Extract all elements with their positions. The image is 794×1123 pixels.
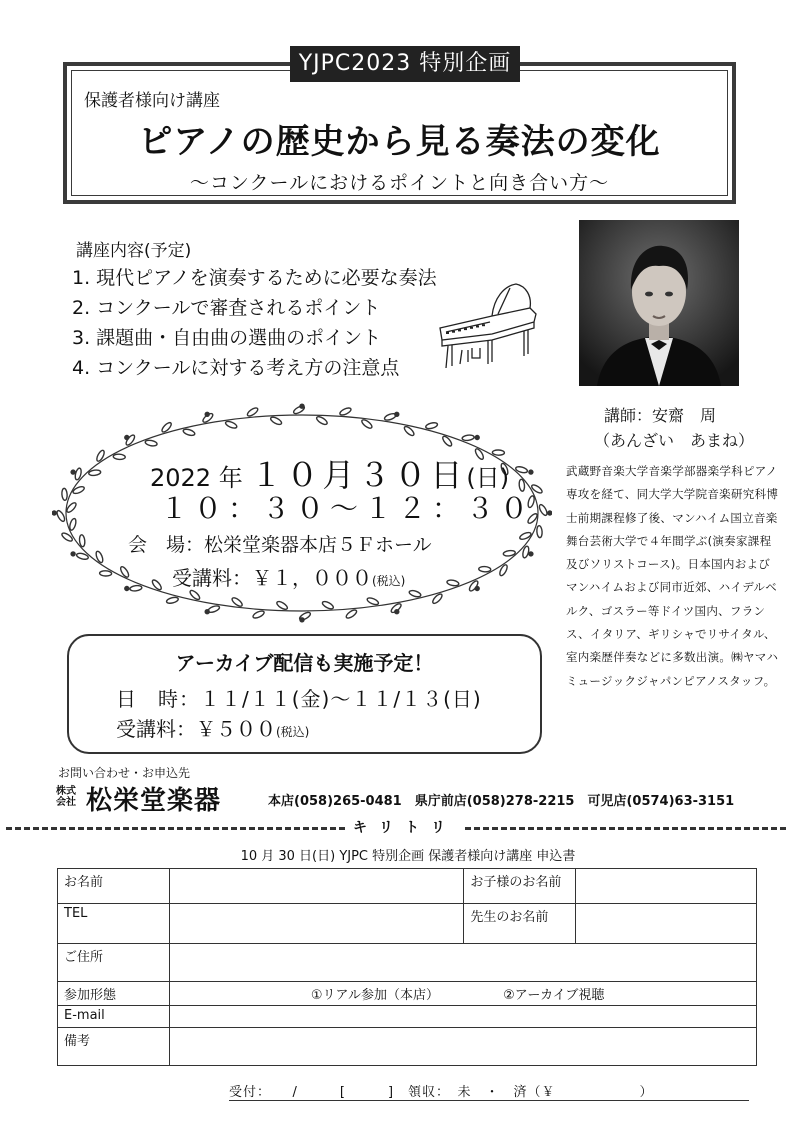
child-name-label: お子様のお名前 (464, 869, 576, 904)
notes-field[interactable] (169, 1028, 756, 1066)
wreath-leaf (252, 610, 265, 620)
event-fee (172, 562, 405, 591)
receipt-line: 受付： / [ ] 領収： 未 ・ 済（￥ ） (229, 1085, 654, 1100)
wreath-berry (529, 552, 533, 556)
instructor-name: 講師：安齋 周 (604, 406, 717, 425)
page-title: ピアノの歴史から見る奏法の変化 (138, 122, 661, 162)
wreath-leaf (345, 608, 358, 619)
event-fee-note: (税込) (372, 574, 406, 588)
option-real[interactable]: ①リアル参加（本店） (310, 988, 439, 1003)
event-banner: YJPC2023 特別企画 (290, 46, 520, 82)
archive-fee-note: (税込) (276, 725, 310, 739)
wreath-leaf (361, 418, 374, 429)
wreath-berry (395, 610, 399, 614)
audience-label: 保護者様向け講座 (84, 91, 220, 111)
event-date-main: １０月３０日 (250, 456, 467, 494)
wreath-berry (475, 436, 479, 440)
receipt-underline (229, 1100, 749, 1101)
list-item: 4. コンクールに対する考え方の注意点 (72, 357, 400, 379)
wreath-leaf (166, 596, 179, 604)
archive-date: 日 時：１１/１１(金)～１１/１３(日) (116, 687, 482, 711)
instructor-reading: （あんざい あまね） (594, 431, 755, 450)
wreath-leaf (69, 518, 77, 531)
address-field[interactable] (169, 944, 756, 982)
archive-fee (116, 713, 309, 742)
archive-title: アーカイブ配信も実施予定！ (175, 651, 434, 675)
contents-heading: 講座内容(予定) (76, 241, 192, 261)
tel-field[interactable] (169, 904, 464, 944)
store-corp-mark (56, 786, 76, 808)
event-year: 2022 年 (150, 464, 243, 492)
wreath-berry (395, 412, 399, 416)
page-subtitle: ～コンクールにおけるポイントと向き合い方～ (189, 172, 610, 194)
wreath-leaf (409, 589, 422, 598)
instructor-photo (579, 220, 739, 386)
teacher-field[interactable] (576, 904, 757, 944)
wreath-berry (71, 470, 75, 474)
inquiry-label: お問い合わせ・お申込先 (58, 766, 191, 780)
grand-piano-icon (432, 278, 544, 374)
wreath-leaf (366, 597, 379, 606)
store-name: 松栄堂楽器 (86, 786, 222, 816)
form-title: 10 月 30 日(日) YJPC 特別企画 保護者様向け講座 申込書 (240, 849, 576, 864)
wreath-leaf (231, 596, 244, 607)
wreath-leaf (270, 416, 283, 426)
wreath-leaf (95, 449, 105, 462)
wreath-berry (529, 470, 533, 474)
address-label: ご住所 (58, 944, 170, 982)
wreath-leaf (79, 535, 85, 547)
wreath-leaf (462, 434, 475, 441)
event-weekday: (日) (466, 464, 510, 492)
wreath-berry (71, 552, 75, 556)
wreath-leaf (538, 504, 549, 517)
wreath-leaf (321, 600, 334, 610)
wreath-berry (125, 436, 129, 440)
event-venue: 会 場：松栄堂楽器本店５Ｆホール (128, 534, 432, 556)
wreath-berry (205, 610, 209, 614)
wreath-leaf (536, 525, 542, 537)
wreath-leaf (145, 439, 158, 446)
archive-fee-amount: 受講料：￥５００ (116, 717, 276, 741)
list-item: 3. 課題曲・自由曲の選曲のポイント (72, 327, 382, 349)
wreath-berry (205, 412, 209, 416)
wreath-berry (125, 587, 129, 591)
store-corp-line2: 会社 (56, 797, 76, 808)
child-name-field[interactable] (576, 869, 757, 904)
participation-label: 参加形態 (58, 982, 170, 1006)
wreath-leaf (61, 488, 67, 500)
instructor-bio: 武蔵野音楽大学音楽学部器楽学科ピアノ専攻を経て、同大学大学院音楽研究科博士前期課程修了後、マンハイム国立音楽舞台芸術大学で４年間学ぶ(演奏家課程及びソリストコース)。日本国内およびマンハイムおよび同市近郊、ハイデルベルク、ゴスラー等ドイツ国内、フランス、イタリア、ギリシャでリサイタル、室内楽歴伴奏などに多数出演。㈱ヤマハミュージックジャパンピアノスタッフ。 (566, 464, 779, 688)
wreath-leaf (498, 564, 508, 577)
event-time: １０：３０～１２：３０ (160, 492, 535, 525)
email-field[interactable] (169, 1006, 756, 1028)
wreath-berry (52, 511, 56, 515)
list-item: 2. コンクールで審査されるポイント (72, 297, 381, 319)
wreath-leaf (479, 566, 491, 572)
wreath-leaf (339, 407, 352, 417)
teacher-label: 先生のお名前 (464, 904, 576, 944)
email-label: E-mail (58, 1006, 170, 1028)
contents-list (72, 264, 437, 384)
notes-label: 備考 (58, 1028, 170, 1066)
wreath-leaf (113, 454, 125, 460)
wreath-leaf (315, 415, 328, 426)
wreath-leaf (56, 510, 67, 523)
list-item: 1. 現代ピアノを演奏するために必要な奏法 (72, 267, 437, 289)
store-corp-line1: 株式 (56, 786, 76, 797)
wreath-berry (475, 587, 479, 591)
name-label: お名前 (58, 869, 170, 904)
wreath-leaf (100, 571, 112, 577)
wreath-leaf (182, 428, 195, 437)
tel-label: TEL (58, 904, 170, 944)
wreath-leaf (130, 585, 143, 592)
wreath-leaf (446, 579, 459, 586)
wreath-leaf (225, 420, 238, 429)
option-archive[interactable]: ②アーカイブ視聴 (503, 988, 605, 1003)
wreath-leaf (246, 406, 259, 417)
cut-label: キリトリ (345, 817, 465, 837)
wreath-berry (300, 404, 304, 408)
application-form (57, 868, 757, 1066)
store-branches: 本店(058)265-0481 県庁前店(058)278-2215 可児店(0574)63-3151 (268, 794, 735, 809)
event-fee-amount: 受講料：￥１，０００ (172, 566, 372, 590)
wreath-leaf (276, 600, 289, 611)
wreath-leaf (425, 422, 438, 430)
wreath-berry (300, 618, 304, 622)
wreath-berry (548, 511, 552, 515)
name-field[interactable] (169, 869, 464, 904)
participation-options (169, 982, 756, 1006)
